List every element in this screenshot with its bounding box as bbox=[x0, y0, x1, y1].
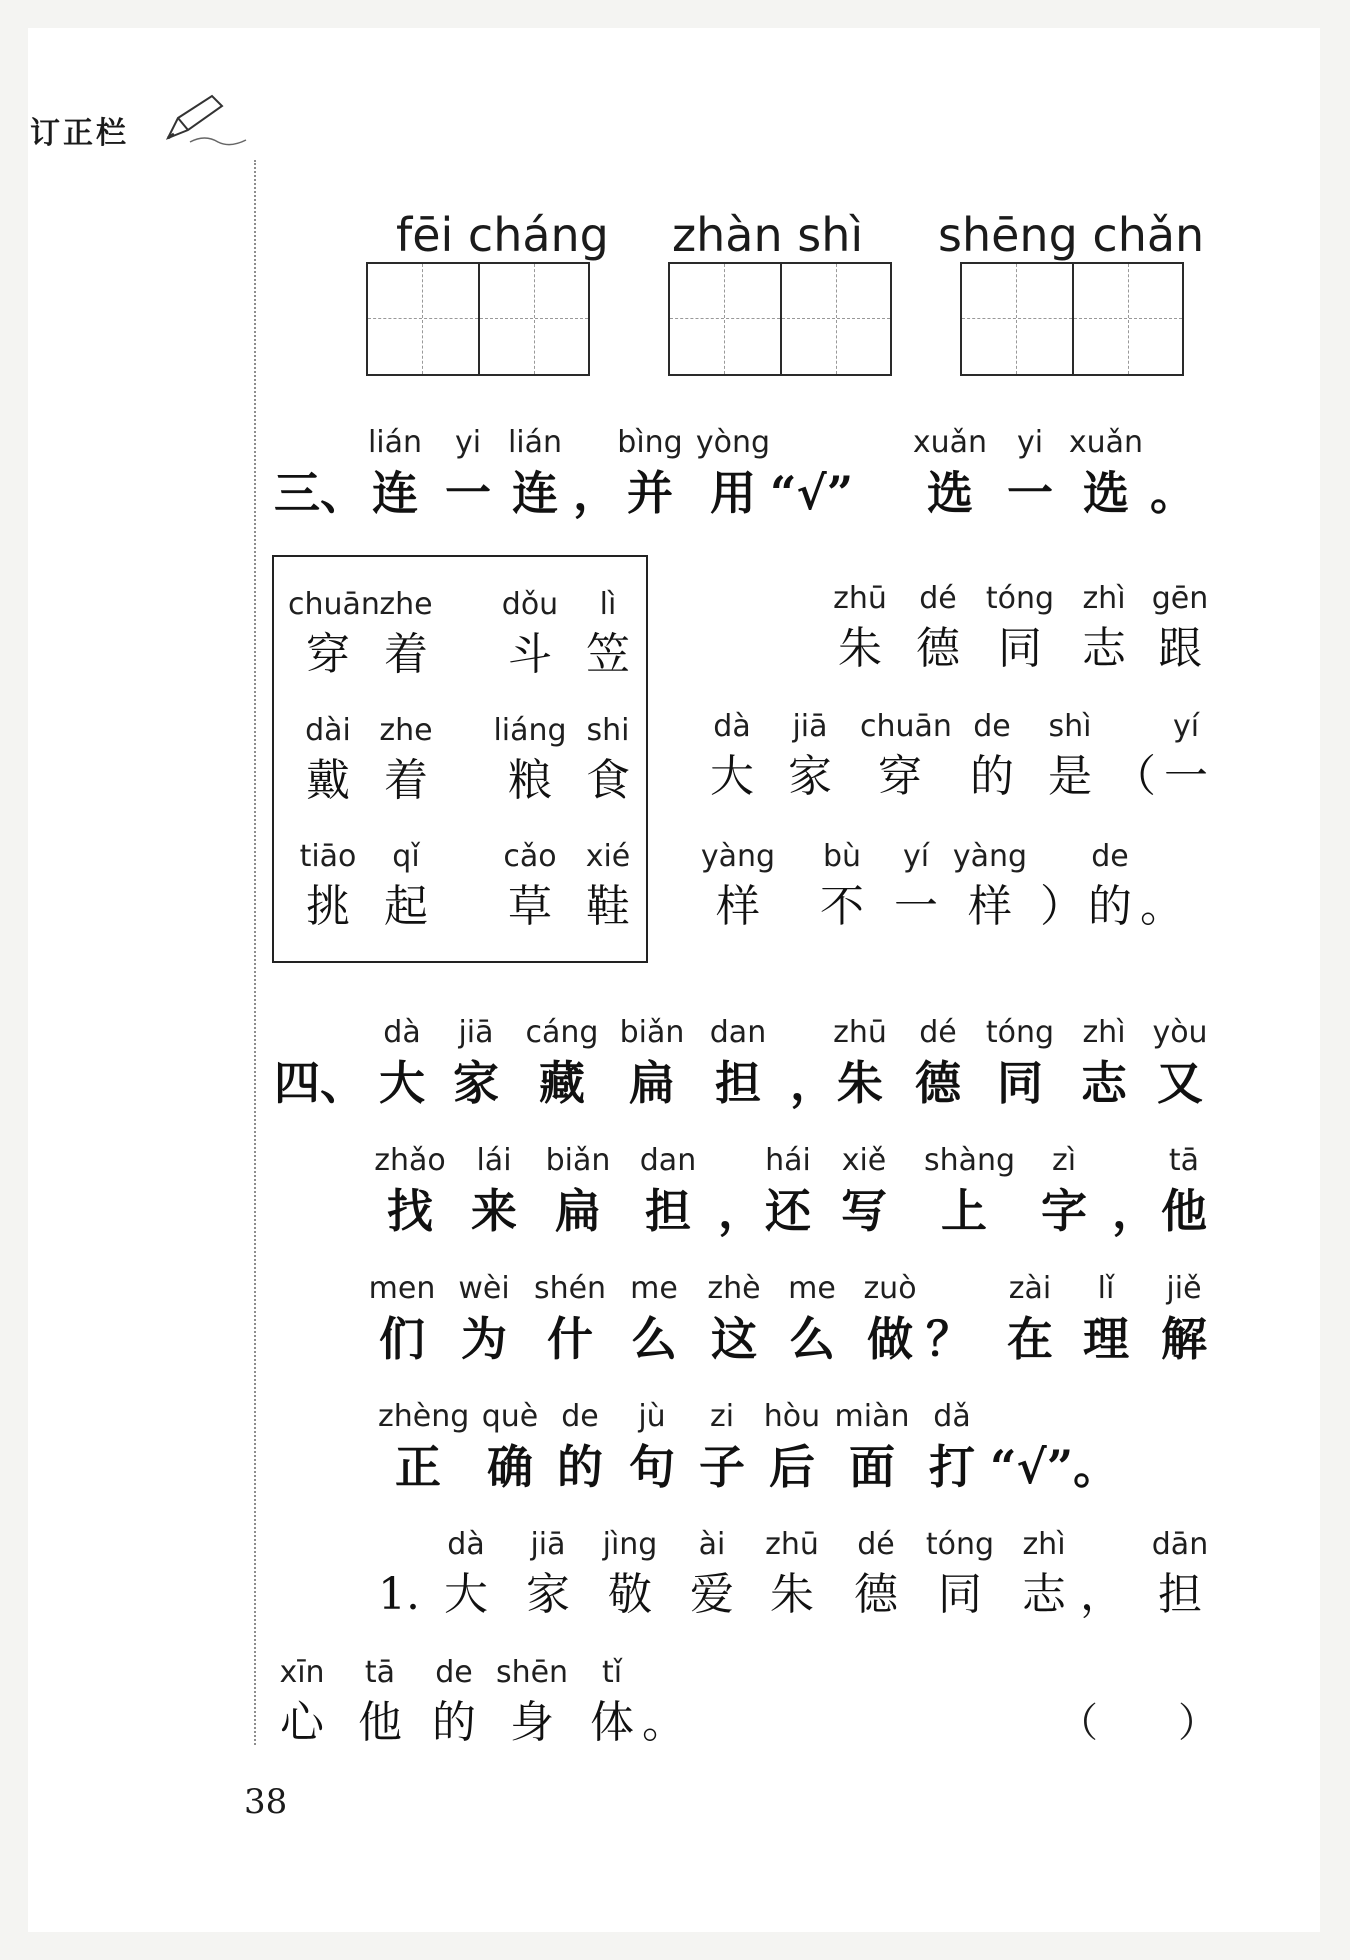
pinyin-char-unit bbox=[366, 588, 446, 688]
pinyin-char-unit bbox=[288, 587, 380, 688]
pinyin: yòu bbox=[1152, 1015, 1208, 1050]
hanzi: 在 bbox=[1007, 1312, 1053, 1366]
answer-paren-open[interactable]: （ bbox=[1058, 1700, 1098, 1746]
pinyin-char-unit bbox=[1030, 710, 1110, 810]
pinyin-char-unit bbox=[692, 710, 772, 810]
hanzi: 朱 bbox=[770, 1569, 814, 1620]
pinyin: dān bbox=[1151, 1527, 1209, 1562]
pinyin-char-unit bbox=[490, 714, 570, 814]
pinyin: tā bbox=[364, 1655, 396, 1690]
writing-grid-1[interactable] bbox=[366, 262, 590, 376]
pinyin: jiā bbox=[530, 1527, 566, 1562]
pinyin-char-unit bbox=[820, 1016, 900, 1116]
hanzi: 粮 bbox=[508, 755, 552, 806]
pinyin-char-unit bbox=[920, 1528, 1000, 1628]
pinyin-char-unit bbox=[924, 1143, 1016, 1244]
pinyin-char-unit bbox=[980, 582, 1060, 682]
hanzi: 的 bbox=[970, 751, 1014, 802]
hanzi: 还 bbox=[765, 1184, 811, 1238]
hanzi: 打 bbox=[929, 1440, 975, 1494]
hanzi: 是 bbox=[1048, 751, 1092, 802]
pinyin-char-unit bbox=[693, 426, 773, 526]
pinyin: me bbox=[630, 1271, 678, 1306]
punctuation-mark: ？ bbox=[926, 1312, 972, 1366]
margin-divider bbox=[254, 160, 256, 1745]
hanzi: 担 bbox=[1158, 1569, 1202, 1620]
pinyin-char-unit bbox=[950, 840, 1030, 940]
pinyin-char-unit bbox=[876, 840, 956, 940]
pinyin: zhì bbox=[1082, 581, 1126, 616]
hanzi: 什 bbox=[547, 1312, 593, 1366]
hanzi: 挑 bbox=[306, 881, 350, 932]
hanzi: 的 bbox=[432, 1697, 476, 1748]
pinyin: de bbox=[435, 1655, 473, 1690]
pinyin-char-unit bbox=[832, 1400, 912, 1500]
hanzi: 德 bbox=[854, 1569, 898, 1620]
punctuation-mark: ， bbox=[573, 466, 619, 520]
hanzi: 家 bbox=[526, 1569, 570, 1620]
hanzi: 担 bbox=[645, 1184, 691, 1238]
pinyin-char-unit bbox=[952, 710, 1032, 810]
pinyin: xuǎn bbox=[1068, 425, 1144, 460]
pinyin: yi bbox=[1016, 425, 1044, 460]
pinyin: cáng bbox=[525, 1015, 599, 1050]
hanzi: 鞋 bbox=[586, 881, 630, 932]
pinyin-char-unit bbox=[1144, 1272, 1224, 1372]
pinyin-char-unit bbox=[990, 426, 1070, 526]
hanzi: 笠 bbox=[586, 629, 630, 680]
pinyin: tóng bbox=[985, 1015, 1055, 1050]
pinyin: bù bbox=[822, 839, 862, 874]
hanzi: 大 bbox=[710, 751, 754, 802]
hanzi: 穿 bbox=[306, 629, 350, 680]
punctuation-mark: “√” bbox=[770, 466, 854, 520]
pinyin: dé bbox=[919, 1015, 957, 1050]
pinyin: zhì bbox=[1082, 1015, 1126, 1050]
pinyin: dan bbox=[639, 1143, 697, 1178]
pinyin: zhe bbox=[379, 713, 433, 748]
grid-cell[interactable] bbox=[478, 264, 588, 374]
hanzi: 选 bbox=[1083, 466, 1129, 520]
hanzi: 扁 bbox=[629, 1056, 675, 1110]
pinyin: de bbox=[1091, 839, 1129, 874]
grid-pinyin-2: zhàn shì bbox=[672, 208, 864, 262]
pinyin-char-unit bbox=[1064, 582, 1144, 682]
hanzi: 身 bbox=[510, 1697, 554, 1748]
hanzi: 么 bbox=[631, 1312, 677, 1366]
hanzi: 一 bbox=[1164, 751, 1208, 802]
pinyin-char-unit bbox=[860, 709, 952, 810]
grid-pinyin-3: shēng chǎn bbox=[938, 208, 1205, 262]
pinyin: shi bbox=[586, 713, 630, 748]
pinyin: zhe bbox=[379, 587, 433, 622]
pinyin: zhū bbox=[833, 581, 887, 616]
pinyin: qǐ bbox=[392, 839, 420, 874]
pinyin: yàng bbox=[700, 839, 776, 874]
hanzi: 体 bbox=[590, 1697, 634, 1748]
hanzi: 担 bbox=[715, 1056, 761, 1110]
pinyin: bìng bbox=[617, 425, 683, 460]
pinyin-char-unit bbox=[980, 1016, 1060, 1116]
pinyin: zhèng bbox=[378, 1399, 470, 1434]
hanzi: 家 bbox=[788, 751, 832, 802]
hanzi: 找 bbox=[387, 1184, 433, 1238]
grid-cell[interactable] bbox=[780, 264, 890, 374]
pinyin-char-unit bbox=[288, 840, 368, 940]
writing-grid-3[interactable] bbox=[960, 262, 1184, 376]
pinyin: lì bbox=[599, 587, 617, 622]
pinyin-char-unit bbox=[522, 1016, 602, 1116]
pinyin: jù bbox=[638, 1399, 666, 1434]
hanzi: 家 bbox=[453, 1056, 499, 1110]
hanzi: 写 bbox=[841, 1184, 887, 1238]
pinyin-char-unit bbox=[610, 426, 690, 526]
hanzi: 用 bbox=[710, 466, 756, 520]
pinyin-char-unit bbox=[454, 1144, 534, 1244]
pinyin: chuān bbox=[288, 587, 380, 622]
grid-pinyin-1: fēi cháng bbox=[396, 208, 609, 262]
hanzi: 戴 bbox=[306, 755, 350, 806]
hanzi: 食 bbox=[586, 755, 630, 806]
grid-cell[interactable] bbox=[368, 264, 478, 374]
pinyin: xīn bbox=[279, 1655, 325, 1690]
pinyin-char-unit bbox=[752, 1400, 832, 1500]
pinyin-char-unit bbox=[530, 1272, 610, 1372]
pinyin-char-unit bbox=[772, 1272, 852, 1372]
pinyin: liáng bbox=[493, 713, 567, 748]
hanzi: 穿 bbox=[878, 751, 922, 802]
pinyin: shén bbox=[533, 1271, 607, 1306]
pinyin-char-unit bbox=[770, 710, 850, 810]
hanzi: 子 bbox=[699, 1440, 745, 1494]
hanzi: 么 bbox=[789, 1312, 835, 1366]
pinyin: wèi bbox=[458, 1271, 510, 1306]
hanzi: 一 bbox=[1007, 466, 1053, 520]
pinyin: yí bbox=[1172, 709, 1200, 744]
hanzi: 字 bbox=[1041, 1184, 1087, 1238]
pinyin-char-unit bbox=[898, 1016, 978, 1116]
hanzi: 正 bbox=[395, 1440, 441, 1494]
pinyin: dà bbox=[447, 1527, 485, 1562]
hanzi: 心 bbox=[280, 1697, 324, 1748]
pinyin: jiā bbox=[792, 709, 828, 744]
hanzi: 又 bbox=[1157, 1056, 1203, 1110]
pinyin: hòu bbox=[763, 1399, 821, 1434]
pinyin: shēn bbox=[495, 1655, 569, 1690]
punctuation-mark: “√”。 bbox=[990, 1440, 1120, 1494]
pinyin-char-unit bbox=[698, 840, 778, 940]
pinyin-char-unit bbox=[568, 714, 648, 814]
pinyin: zhū bbox=[765, 1527, 819, 1562]
page-number: 38 bbox=[244, 1782, 288, 1822]
punctuation-mark: （ bbox=[1112, 751, 1156, 802]
pinyin: tóng bbox=[985, 581, 1055, 616]
hanzi: 草 bbox=[508, 881, 552, 932]
pinyin-char-unit bbox=[1066, 426, 1146, 526]
pinyin-char-unit bbox=[444, 1272, 524, 1372]
pinyin: men bbox=[368, 1271, 436, 1306]
pinyin-char-unit bbox=[802, 840, 882, 940]
pinyin: dài bbox=[305, 713, 351, 748]
hanzi: 选 bbox=[927, 466, 973, 520]
pinyin: xiě bbox=[841, 1143, 887, 1178]
punctuation-mark: ） bbox=[1040, 881, 1084, 932]
hanzi: 来 bbox=[471, 1184, 517, 1238]
grid-cell[interactable] bbox=[670, 264, 780, 374]
hanzi: 解 bbox=[1161, 1312, 1207, 1366]
pinyin-char-unit bbox=[910, 426, 990, 526]
pinyin-char-unit bbox=[612, 1016, 692, 1116]
hanzi: 理 bbox=[1083, 1312, 1129, 1366]
hanzi: 确 bbox=[487, 1440, 533, 1494]
pinyin-char-unit bbox=[470, 1400, 550, 1500]
hanzi: 德 bbox=[916, 623, 960, 674]
pinyin-char-unit bbox=[355, 426, 435, 526]
pinyin-char-unit bbox=[612, 1400, 692, 1500]
pinyin-char-unit bbox=[1140, 1528, 1220, 1628]
pinyin: zuò bbox=[863, 1271, 917, 1306]
pinyin-char-unit bbox=[1004, 1528, 1084, 1628]
pinyin: jìng bbox=[602, 1527, 658, 1562]
pinyin: tā bbox=[1168, 1143, 1200, 1178]
pinyin-char-unit bbox=[490, 840, 570, 940]
hanzi: 着 bbox=[384, 629, 428, 680]
pinyin-char-unit bbox=[836, 1528, 916, 1628]
pinyin-char-unit bbox=[628, 1144, 708, 1244]
pinyin-char-unit bbox=[288, 714, 368, 814]
correction-column-label: 订正栏 bbox=[30, 116, 129, 151]
pinyin-char-unit bbox=[1024, 1144, 1104, 1244]
punctuation-mark: ， bbox=[790, 1056, 836, 1110]
hanzi: 大 bbox=[379, 1056, 425, 1110]
pinyin: dǒu bbox=[501, 587, 559, 622]
hanzi: 一 bbox=[894, 881, 938, 932]
pinyin: yòng bbox=[695, 425, 771, 460]
pinyin-char-unit bbox=[508, 1528, 588, 1628]
hanzi: 大 bbox=[444, 1569, 488, 1620]
pinyin: tǐ bbox=[601, 1655, 623, 1690]
pinyin-char-unit bbox=[850, 1272, 930, 1372]
hanzi: 德 bbox=[915, 1056, 961, 1110]
hanzi: 一 bbox=[445, 466, 491, 520]
punctuation-mark: 。 bbox=[1140, 881, 1184, 932]
pinyin-char-unit bbox=[495, 426, 575, 526]
hanzi: 朱 bbox=[837, 1056, 883, 1110]
pinyin: dé bbox=[919, 581, 957, 616]
pinyin: dan bbox=[709, 1015, 767, 1050]
grid-cell[interactable] bbox=[1072, 264, 1182, 374]
pinyin-char-unit bbox=[436, 1016, 516, 1116]
pinyin: dà bbox=[383, 1015, 421, 1050]
pinyin-char-unit bbox=[362, 1272, 442, 1372]
pinyin: gēn bbox=[1151, 581, 1209, 616]
pinyin-char-unit bbox=[912, 1400, 992, 1500]
hanzi: 爱 bbox=[690, 1569, 734, 1620]
hanzi: 上 bbox=[941, 1184, 987, 1238]
pinyin: tiāo bbox=[299, 839, 357, 874]
punctuation-mark: 。 bbox=[1150, 466, 1196, 520]
pinyin: jiě bbox=[1166, 1271, 1202, 1306]
pinyin-char-unit bbox=[538, 1144, 618, 1244]
pinyin-char-unit bbox=[366, 840, 446, 940]
hanzi: 敬 bbox=[608, 1569, 652, 1620]
hanzi: 为 bbox=[461, 1312, 507, 1366]
hanzi: 不 bbox=[820, 881, 864, 932]
punctuation-mark: ， bbox=[718, 1184, 764, 1238]
pinyin: lǐ bbox=[1097, 1271, 1115, 1306]
pinyin: lián bbox=[367, 425, 423, 460]
pinyin-char-unit bbox=[682, 1400, 762, 1500]
pinyin-char-unit bbox=[1140, 1016, 1220, 1116]
hanzi: 志 bbox=[1022, 1569, 1066, 1620]
section3-number: 三、 bbox=[274, 466, 366, 520]
pinyin: de bbox=[561, 1399, 599, 1434]
pinyin: xuǎn bbox=[912, 425, 988, 460]
punctuation-mark: ， bbox=[1112, 1184, 1158, 1238]
pinyin-char-unit bbox=[540, 1400, 620, 1500]
pinyin: yí bbox=[902, 839, 930, 874]
pinyin-char-unit bbox=[370, 1144, 450, 1244]
hanzi: 着 bbox=[384, 755, 428, 806]
hanzi: 样 bbox=[716, 881, 760, 932]
question-number: 1. bbox=[378, 1569, 420, 1620]
pinyin-char-unit bbox=[990, 1272, 1070, 1372]
pinyin: biǎn bbox=[545, 1143, 611, 1178]
hanzi: 面 bbox=[849, 1440, 895, 1494]
pinyin: zhè bbox=[707, 1271, 761, 1306]
pinyin: shì bbox=[1048, 709, 1092, 744]
pinyin-char-unit bbox=[590, 1528, 670, 1628]
pinyin: zài bbox=[1008, 1271, 1052, 1306]
pinyin-char-unit bbox=[698, 1016, 778, 1116]
hanzi: 同 bbox=[998, 623, 1042, 674]
hanzi: 的 bbox=[1088, 881, 1132, 932]
punctuation-mark: ， bbox=[1080, 1569, 1124, 1620]
hanzi: 的 bbox=[557, 1440, 603, 1494]
pinyin: yàng bbox=[952, 839, 1028, 874]
hanzi: 志 bbox=[1082, 623, 1126, 674]
hanzi: 这 bbox=[711, 1312, 757, 1366]
pinyin-char-unit bbox=[1070, 840, 1150, 940]
pinyin-char-unit bbox=[820, 582, 900, 682]
pinyin: cǎo bbox=[503, 839, 557, 874]
pinyin: lián bbox=[507, 425, 563, 460]
answer-paren-close[interactable]: ） bbox=[1178, 1700, 1218, 1746]
pinyin: biǎn bbox=[619, 1015, 685, 1050]
pinyin-char-unit bbox=[1066, 1272, 1146, 1372]
pinyin: miàn bbox=[834, 1399, 910, 1434]
hanzi: 他 bbox=[358, 1697, 402, 1748]
pinyin-char-unit bbox=[672, 1528, 752, 1628]
pinyin: zhǎo bbox=[374, 1143, 446, 1178]
hanzi: 连 bbox=[512, 466, 558, 520]
pinyin-char-unit bbox=[1064, 1016, 1144, 1116]
section4-number: 四、 bbox=[274, 1056, 366, 1110]
pinyin-char-unit bbox=[362, 1016, 442, 1116]
pinyin: chuān bbox=[860, 709, 952, 744]
pinyin: zì bbox=[1051, 1143, 1077, 1178]
hanzi: 后 bbox=[769, 1440, 815, 1494]
hanzi: 样 bbox=[968, 881, 1012, 932]
hanzi: 藏 bbox=[539, 1056, 585, 1110]
pinyin: shàng bbox=[924, 1143, 1016, 1178]
pinyin-char-unit bbox=[898, 582, 978, 682]
punctuation-mark: 。 bbox=[642, 1697, 686, 1748]
pinyin: ài bbox=[698, 1527, 726, 1562]
pinyin: zhì bbox=[1022, 1527, 1066, 1562]
pinyin-char-unit bbox=[572, 1656, 652, 1756]
hanzi: 句 bbox=[629, 1440, 675, 1494]
pinyin-char-unit bbox=[748, 1144, 828, 1244]
hanzi: 并 bbox=[627, 466, 673, 520]
hanzi: 他 bbox=[1161, 1184, 1207, 1238]
pinyin: zi bbox=[709, 1399, 735, 1434]
pinyin-char-unit bbox=[492, 1656, 572, 1756]
pinyin: dà bbox=[713, 709, 751, 744]
hanzi: 做 bbox=[867, 1312, 913, 1366]
pinyin-char-unit bbox=[426, 1528, 506, 1628]
pinyin-char-unit bbox=[614, 1272, 694, 1372]
pinyin: dé bbox=[857, 1527, 895, 1562]
hanzi: 起 bbox=[384, 881, 428, 932]
pinyin: tóng bbox=[925, 1527, 995, 1562]
pinyin-char-unit bbox=[824, 1144, 904, 1244]
pinyin-char-unit bbox=[694, 1272, 774, 1372]
pinyin-char-unit bbox=[1144, 1144, 1224, 1244]
pinyin-char-unit bbox=[568, 588, 648, 688]
pinyin-char-unit bbox=[568, 840, 648, 940]
pinyin-char-unit bbox=[262, 1656, 342, 1756]
hanzi: 志 bbox=[1081, 1056, 1127, 1110]
grid-cell[interactable] bbox=[962, 264, 1072, 374]
hanzi: 同 bbox=[938, 1569, 982, 1620]
pinyin: hái bbox=[765, 1143, 811, 1178]
hanzi: 斗 bbox=[508, 629, 552, 680]
hanzi: 连 bbox=[372, 466, 418, 520]
pinyin-char-unit bbox=[752, 1528, 832, 1628]
pinyin-char-unit bbox=[490, 588, 570, 688]
pinyin-char-unit bbox=[340, 1656, 420, 1756]
pinyin-char-unit bbox=[414, 1656, 494, 1756]
pinyin: dǎ bbox=[933, 1399, 971, 1434]
pinyin: zhū bbox=[833, 1015, 887, 1050]
hanzi: 扁 bbox=[555, 1184, 601, 1238]
pinyin-char-unit bbox=[1140, 582, 1220, 682]
pinyin: me bbox=[788, 1271, 836, 1306]
pinyin: lái bbox=[476, 1143, 512, 1178]
pinyin-char-unit bbox=[366, 714, 446, 814]
hanzi: 们 bbox=[379, 1312, 425, 1366]
pencil-icon bbox=[160, 90, 250, 150]
pinyin: yi bbox=[454, 425, 482, 460]
hanzi: 同 bbox=[997, 1056, 1043, 1110]
pinyin: xié bbox=[585, 839, 631, 874]
pinyin: de bbox=[973, 709, 1011, 744]
writing-grid-2[interactable] bbox=[668, 262, 892, 376]
hanzi: 朱 bbox=[838, 623, 882, 674]
pinyin-char-unit bbox=[378, 1399, 470, 1500]
pinyin-char-unit bbox=[1146, 710, 1226, 810]
hanzi: 跟 bbox=[1158, 623, 1202, 674]
pinyin: què bbox=[481, 1399, 539, 1434]
pinyin: jiā bbox=[458, 1015, 494, 1050]
